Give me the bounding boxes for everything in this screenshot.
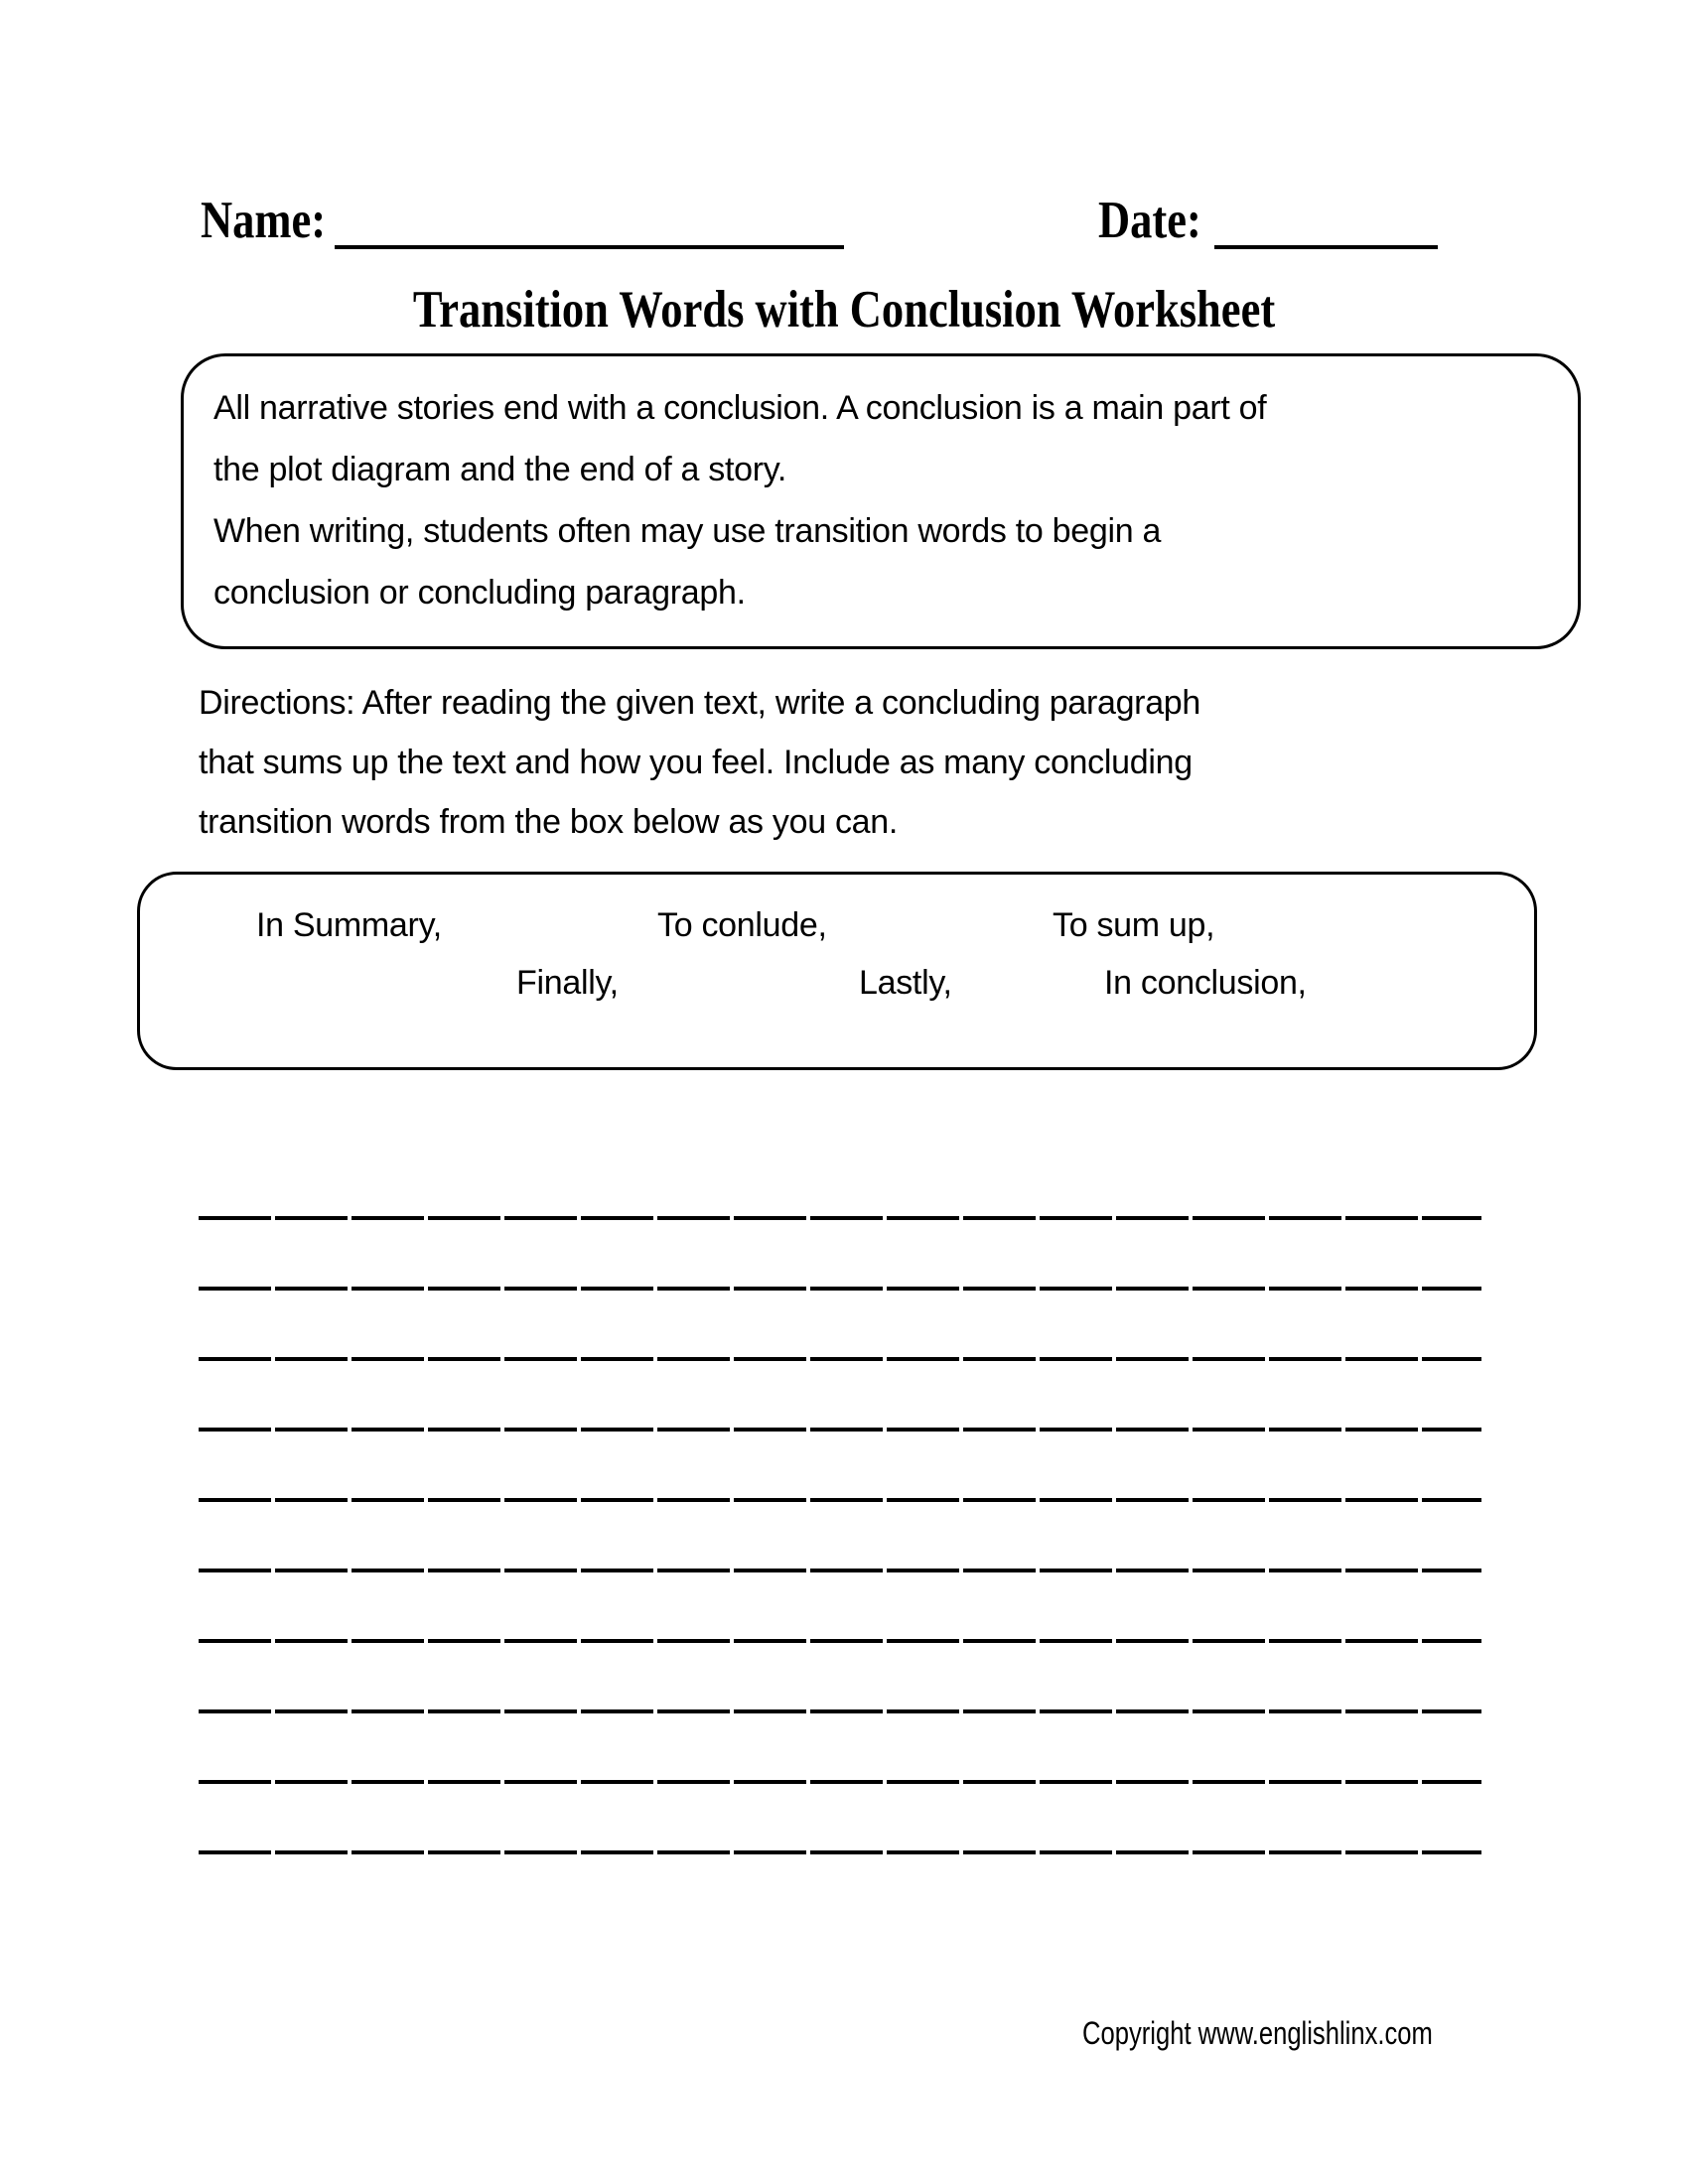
writing-line bbox=[199, 1498, 1481, 1502]
info-line: When writing, students often may use transition words to begin a bbox=[213, 512, 1162, 550]
word-bank-item: Lastly, bbox=[859, 964, 952, 1002]
word-bank-item: In conclusion, bbox=[1104, 964, 1307, 1002]
date-blank-line bbox=[1214, 245, 1438, 249]
name-label: Name: bbox=[201, 192, 327, 249]
writing-line bbox=[199, 1357, 1481, 1361]
word-bank-item: In Summary, bbox=[256, 906, 442, 944]
info-box-text bbox=[184, 356, 1578, 623]
word-bank-item: To conlude, bbox=[657, 906, 827, 944]
directions-paragraph bbox=[199, 673, 1529, 852]
directions-line: transition words from the box below as you can. bbox=[199, 803, 899, 841]
writing-line bbox=[199, 1850, 1481, 1854]
word-bank-item: Finally, bbox=[516, 964, 619, 1002]
writing-lines bbox=[199, 1216, 1481, 1921]
directions-line: that sums up the text and how you feel. Include as many concluding bbox=[199, 744, 1193, 781]
word-bank-item: To sum up, bbox=[1053, 906, 1215, 944]
copyright-text: Copyright www.englishlinx.com bbox=[1082, 2015, 1433, 2051]
word-bank-box bbox=[137, 872, 1537, 1070]
writing-line bbox=[199, 1428, 1481, 1432]
writing-line bbox=[199, 1569, 1481, 1572]
writing-line bbox=[199, 1709, 1481, 1713]
writing-line bbox=[199, 1639, 1481, 1643]
writing-line bbox=[199, 1287, 1481, 1291]
date-label: Date: bbox=[1098, 192, 1201, 249]
info-box bbox=[181, 353, 1581, 649]
name-blank-line bbox=[335, 245, 844, 249]
info-line: All narrative stories end with a conclusion. A conclusion is a main part of bbox=[213, 389, 1267, 427]
directions-line: Directions: After reading the given text, write a concluding paragraph bbox=[199, 684, 1201, 722]
writing-line bbox=[199, 1216, 1481, 1220]
page-title: Transition Words with Conclusion Worksheet bbox=[412, 281, 1276, 339]
info-line: conclusion or concluding paragraph. bbox=[213, 574, 746, 612]
writing-line bbox=[199, 1780, 1481, 1784]
info-line: the plot diagram and the end of a story. bbox=[213, 451, 787, 488]
